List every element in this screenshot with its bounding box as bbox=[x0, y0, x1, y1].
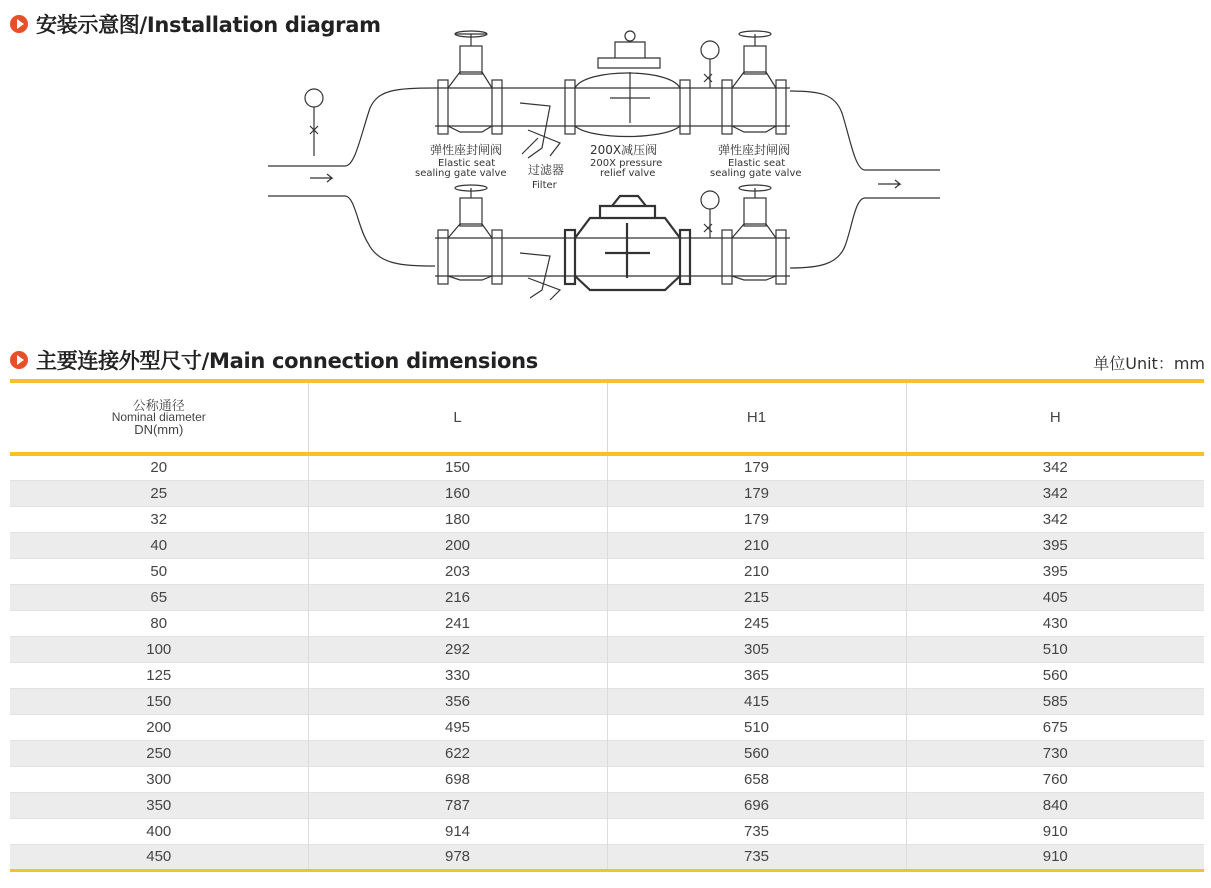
gate-valve-label-en1: Elastic seat bbox=[438, 158, 496, 169]
cell-H: 560 bbox=[906, 662, 1204, 688]
pressure-relief-valve-icon bbox=[565, 31, 690, 137]
cell-H1: 305 bbox=[607, 636, 906, 662]
cell-dn: 300 bbox=[146, 770, 172, 788]
inlet-pipe bbox=[268, 166, 345, 196]
dimensions-heading bbox=[10, 345, 538, 375]
cell-L: 180 bbox=[308, 506, 607, 532]
cell-H1: 210 bbox=[607, 558, 906, 584]
table-row bbox=[10, 740, 1204, 766]
cell-L: 330 bbox=[308, 662, 607, 688]
cell-dn: 65 bbox=[10, 584, 308, 610]
dimensions-title: 主要连接外型尺寸/Main connection dimensions bbox=[36, 349, 538, 373]
cell-dn: 20 bbox=[150, 459, 168, 477]
cell-L: 356 bbox=[308, 688, 607, 714]
cell-H1: 696 bbox=[607, 792, 906, 818]
cell-dn: 32 bbox=[150, 510, 168, 528]
cell-L: 914 bbox=[308, 818, 607, 844]
cell-H1: 415 bbox=[607, 688, 906, 714]
play-bullet-icon bbox=[10, 15, 28, 33]
cell-H: 405 bbox=[906, 584, 1204, 610]
cell-H: 342 bbox=[906, 454, 1204, 480]
cell-L: 203 bbox=[308, 558, 607, 584]
table-row bbox=[10, 558, 1204, 584]
cell-dn: 350 bbox=[10, 792, 308, 818]
prv-label-cn: 200X减压阀 bbox=[590, 143, 658, 157]
gate-valve-icon bbox=[722, 185, 786, 284]
cell-dn: 40 bbox=[10, 532, 308, 558]
cell-H1: 560 bbox=[607, 740, 906, 766]
pressure-gauge-icon bbox=[701, 41, 719, 59]
outlet-pipe bbox=[865, 170, 940, 198]
cell-H: 395 bbox=[906, 558, 1204, 584]
cell-H1: 735 bbox=[607, 844, 906, 870]
prv-label-en2: relief valve bbox=[600, 168, 656, 179]
header-nominal-diameter bbox=[10, 381, 308, 454]
installation-title: 安装示意图/Installation diagram bbox=[36, 13, 381, 37]
cell-L: 978 bbox=[308, 844, 607, 870]
cell-dn: 125 bbox=[146, 666, 172, 684]
cell-dn: 80 bbox=[150, 614, 168, 632]
table-row bbox=[10, 792, 1204, 818]
cell-L: 787 bbox=[308, 792, 607, 818]
cell-L: 292 bbox=[308, 636, 607, 662]
cell-L: 160 bbox=[308, 480, 607, 506]
cell-H: 585 bbox=[906, 688, 1204, 714]
cell-dn: 25 bbox=[10, 480, 308, 506]
gate-valve-icon bbox=[722, 31, 786, 134]
table-row bbox=[10, 454, 1204, 480]
cell-H: 395 bbox=[906, 532, 1204, 558]
cell-L: 200 bbox=[308, 532, 607, 558]
pressure-gauge-icon bbox=[701, 191, 719, 209]
header-L: L bbox=[308, 381, 607, 454]
cell-dn: 200 bbox=[146, 718, 172, 736]
unit-label: 单位Unit：mm bbox=[1093, 354, 1205, 373]
gate-valve-label-en2: sealing gate valve bbox=[415, 168, 507, 179]
table-row bbox=[10, 506, 1204, 532]
cell-H: 342 bbox=[906, 480, 1204, 506]
gate-valve-icon bbox=[438, 185, 502, 284]
table-row bbox=[10, 532, 1204, 558]
table-row bbox=[10, 766, 1204, 792]
cell-H1: 245 bbox=[607, 610, 906, 636]
gate-valve-label-en2: sealing gate valve bbox=[710, 168, 802, 179]
table-header-row bbox=[10, 381, 1204, 454]
cell-dn: 100 bbox=[10, 636, 308, 662]
cell-H: 910 bbox=[906, 844, 1204, 870]
cell-dn: 250 bbox=[10, 740, 308, 766]
header-H1: H1 bbox=[607, 381, 906, 454]
cell-H: 840 bbox=[906, 792, 1204, 818]
cell-dn: 400 bbox=[146, 822, 172, 840]
table-row bbox=[10, 480, 1204, 506]
cell-H1: 365 bbox=[607, 662, 906, 688]
table-row bbox=[10, 844, 1204, 870]
cell-H: 910 bbox=[906, 818, 1204, 844]
table-row bbox=[10, 584, 1204, 610]
table-row bbox=[10, 818, 1204, 844]
cell-L: 698 bbox=[308, 766, 607, 792]
table-row bbox=[10, 636, 1204, 662]
header-dn-cn: 公称通径 bbox=[132, 397, 185, 413]
cell-L: 216 bbox=[308, 584, 607, 610]
table-row bbox=[10, 714, 1204, 740]
cell-dn: 50 bbox=[150, 562, 168, 580]
cell-dn: 150 bbox=[10, 688, 308, 714]
cell-H1: 658 bbox=[607, 766, 906, 792]
cell-H1: 510 bbox=[607, 714, 906, 740]
cell-H1: 179 bbox=[607, 480, 906, 506]
inlet-arrow-icon bbox=[310, 174, 332, 182]
cell-H: 760 bbox=[906, 766, 1204, 792]
cell-H1: 210 bbox=[607, 532, 906, 558]
installation-diagram bbox=[260, 28, 950, 308]
cell-H1: 179 bbox=[607, 454, 906, 480]
table-row bbox=[10, 688, 1204, 714]
prv-label-en1: 200X pressure bbox=[590, 158, 663, 169]
cell-H: 342 bbox=[906, 506, 1204, 532]
cell-L: 622 bbox=[308, 740, 607, 766]
cell-H: 730 bbox=[906, 740, 1204, 766]
gate-valve-label-en1: Elastic seat bbox=[728, 158, 786, 169]
header-dn-en: Nominal diameter bbox=[111, 409, 206, 424]
header-dn-unit: DN(mm) bbox=[134, 421, 184, 437]
filter-icon bbox=[520, 103, 560, 158]
pressure-gauge-icon bbox=[305, 89, 323, 107]
cell-H: 675 bbox=[906, 714, 1204, 740]
header-H: H bbox=[906, 381, 1204, 454]
cell-H1: 179 bbox=[607, 506, 906, 532]
cell-H1: 735 bbox=[607, 818, 906, 844]
cell-H1: 215 bbox=[607, 584, 906, 610]
table-row bbox=[10, 610, 1204, 636]
gate-valve-label-cn: 弹性座封闸阀 bbox=[718, 143, 791, 157]
cell-L: 150 bbox=[308, 454, 607, 480]
outlet-arrow-icon bbox=[878, 180, 900, 188]
cell-H: 510 bbox=[906, 636, 1204, 662]
gate-valve-label-cn: 弹性座封闸阀 bbox=[430, 143, 503, 157]
filter-label-cn: 过滤器 bbox=[528, 163, 565, 177]
cell-L: 241 bbox=[308, 610, 607, 636]
table-row bbox=[10, 662, 1204, 688]
play-bullet-icon bbox=[10, 351, 28, 369]
cell-L: 495 bbox=[308, 714, 607, 740]
filter-label-en: Filter bbox=[532, 180, 557, 191]
gate-valve-icon bbox=[438, 31, 502, 134]
cell-H: 430 bbox=[906, 610, 1204, 636]
dimensions-table bbox=[10, 379, 1204, 872]
cell-dn: 450 bbox=[10, 844, 308, 870]
